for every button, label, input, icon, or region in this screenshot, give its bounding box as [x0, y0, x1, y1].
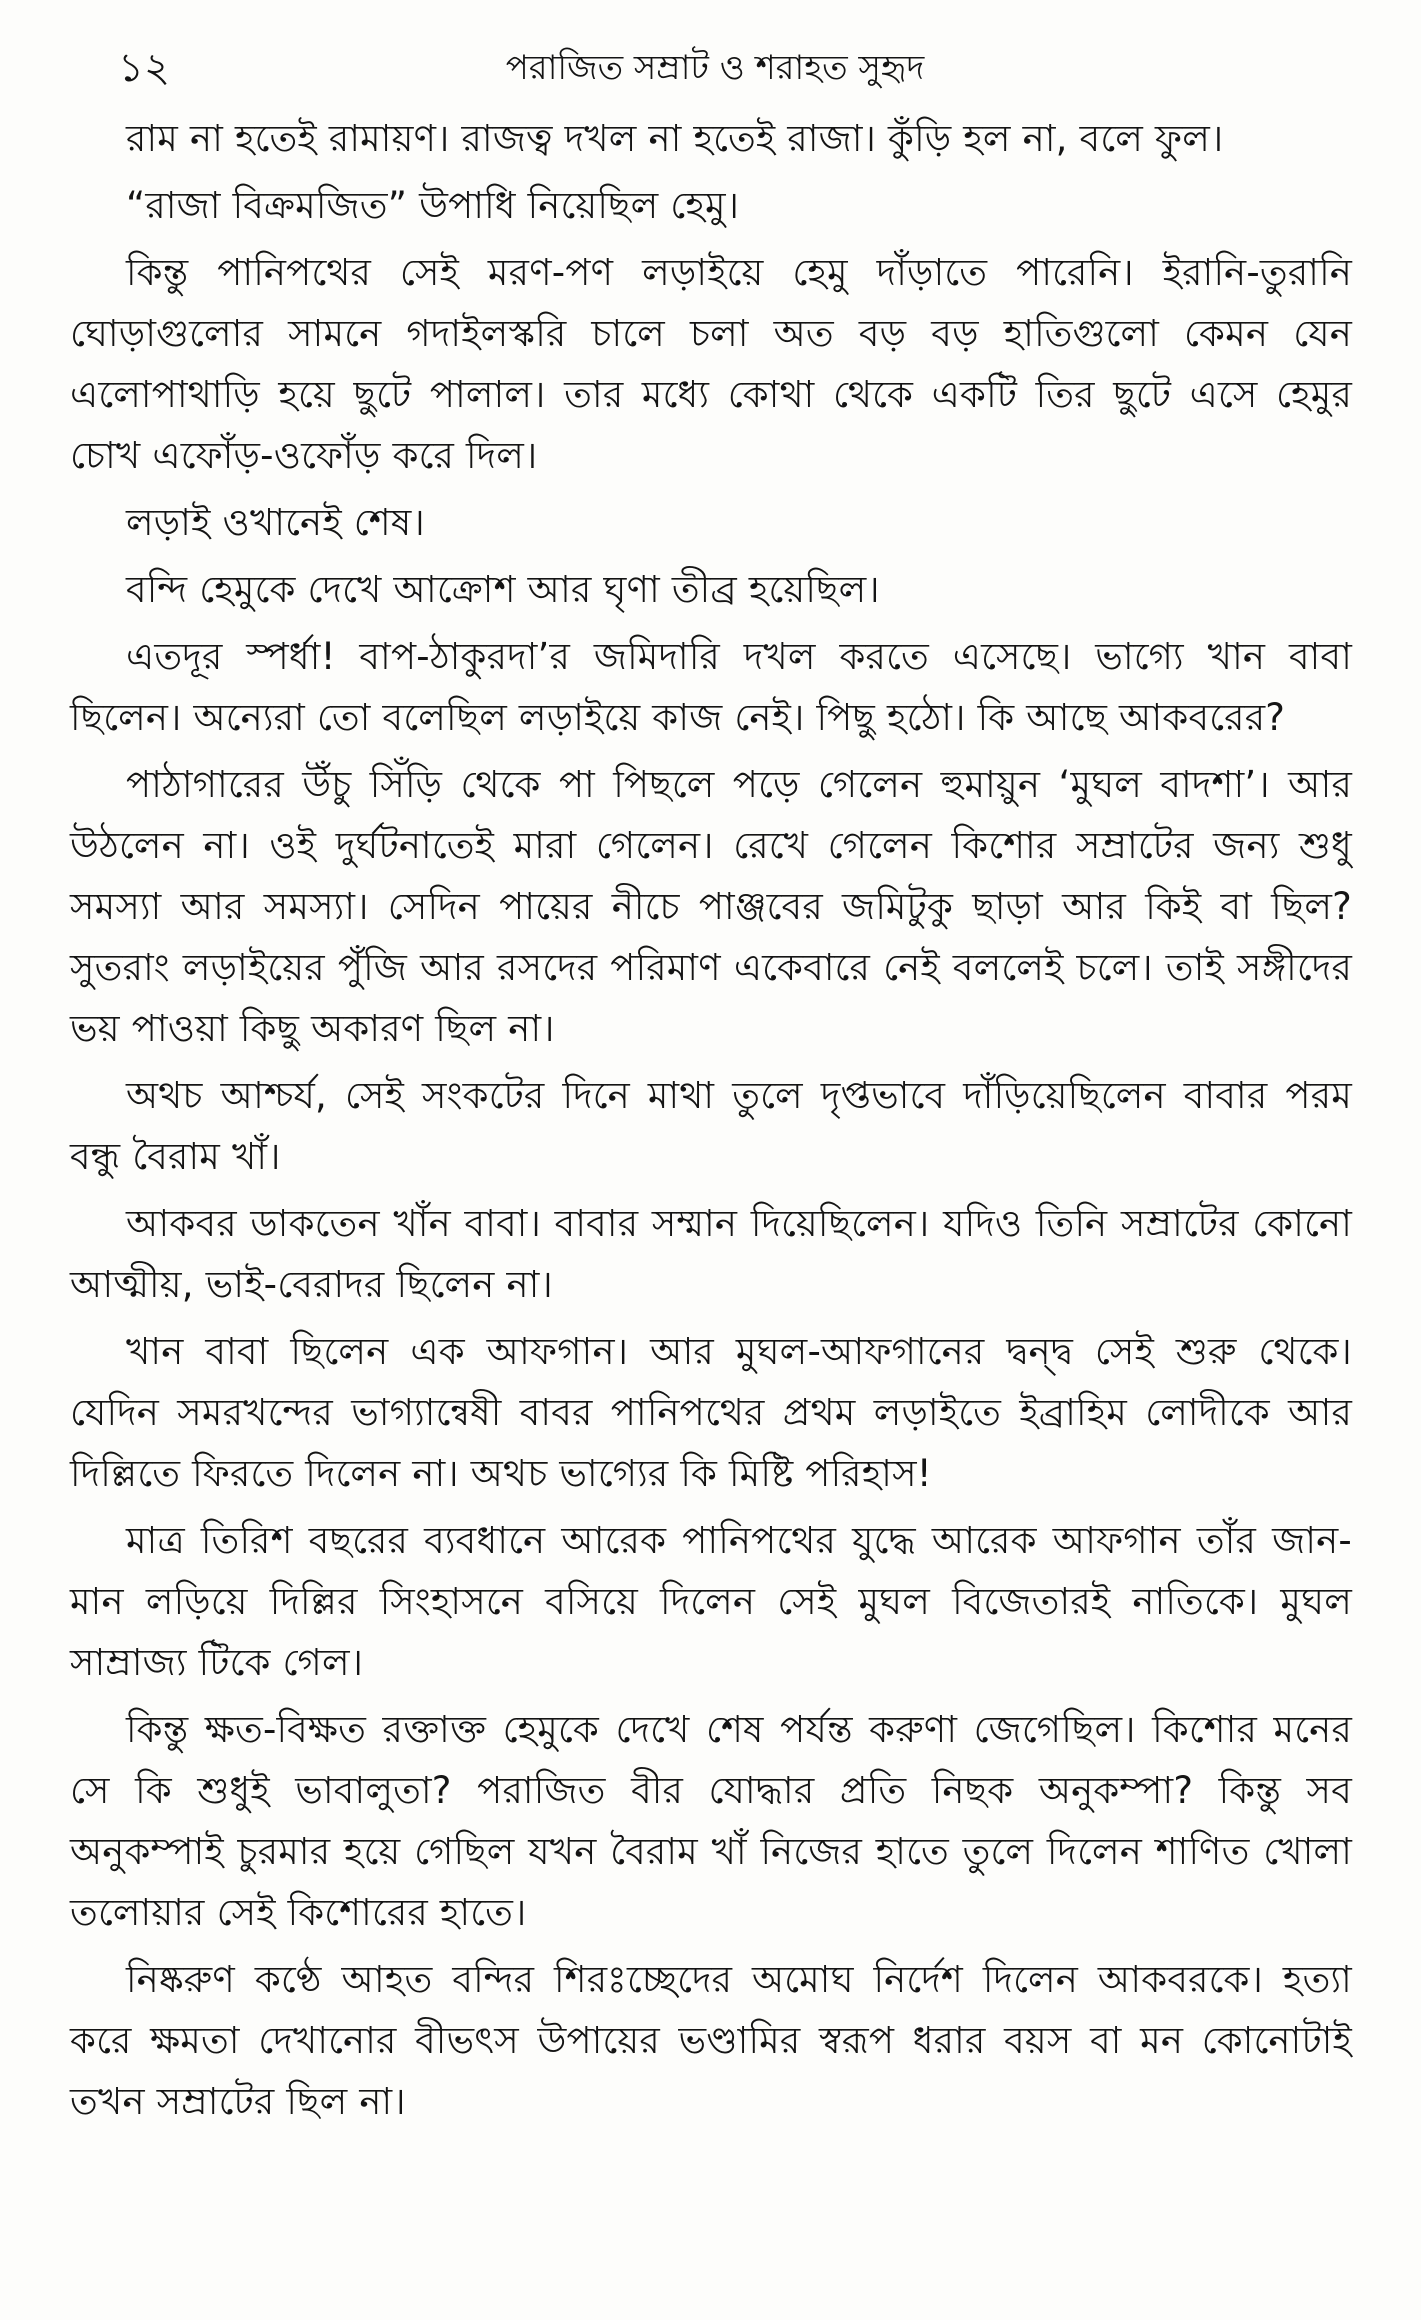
body-text: [70, 108, 1360, 2132]
paragraph: কিন্তু পানিপথের সেই মরণ-পণ লড়াইয়ে হেমু দাঁড়াতে পারেনি। ইরানি-তুরানি ঘোড়াগুলোর সামনে গদাইলস্করি চালে চলা অত বড় বড় হাতিগুলো কেমন যেন এলোপাথাড়ি হয়ে ছুটে পালাল। তার মধ্যে কোথা থেকে একটি তির ছুটে এসে হেমুর চোখ এফোঁড়-ওফোঁড় করে দিল।: [70, 251, 1352, 477]
paragraph: লড়াই ওখানেই শেষ।: [126, 501, 425, 544]
paragraph: পাঠাগারের উঁচু সিঁড়ি থেকে পা পিছলে পড়ে গেলেন হুমায়ুন ‘মুঘল বাদশা’। আর উঠলেন না। ওই দুর্ঘটনাতেই মারা গেলেন। রেখে গেলেন কিশোর সম্রাটের জন্য শুধু সমস্যা আর সমস্যা। সেদিন পায়ের নীচে পাঞ্জবের জমিটুকু ছাড়া আর কিই বা ছিল? সুতরাং লড়াইয়ের পুঁজি আর রসদের পরিমাণ একেবারে নেই বললেই চলে। তাই সঙ্গীদের ভয় পাওয়া কিছু অকারণ ছিল না।: [70, 763, 1352, 1050]
paragraph: অথচ আশ্চর্য, সেই সংকটের দিনে মাথা তুলে দৃপ্তভাবে দাঁড়িয়েছিলেন বাবার পরম বন্ধু বৈরাম খাঁ।: [70, 1074, 1352, 1178]
book-page: [70, 30, 1360, 2290]
paragraph: খান বাবা ছিলেন এক আফগান। আর মুঘল-আফগানের দ্বন্দ্ব সেই শুরু থেকে। যেদিন সমরখন্দের ভাগ্যান্বেষী বাবর পানিপথের প্রথম লড়াইতে ইব্রাহিম লোদীকে আর দিল্লিতে ফিরতে দিলেন না। অথচ ভাগ্যের কি মিষ্টি পরিহাস!: [70, 1330, 1352, 1495]
paragraph: আকবর ডাকতেন খাঁন বাবা। বাবার সম্মান দিয়েছিলেন। যদিও তিনি সম্রাটের কোনো আত্মীয়, ভাই-বেরাদর ছিলেন না।: [70, 1202, 1352, 1306]
paragraph: রাম না হতেই রামায়ণ। রাজত্ব দখল না হতেই রাজা। কুঁড়ি হল না, বলে ফুল।: [126, 117, 1224, 160]
paragraph: এতদূর স্পর্ধা! বাপ-ঠাকুরদা’র জমিদারি দখল করতে এসেছে। ভাগ্যে খান বাবা ছিলেন। অন্যেরা তো বলেছিল লড়াইয়ে কাজ নেই। পিছু হঠো। কি আছে আকবরের?: [70, 635, 1352, 739]
page-number: ১২: [118, 45, 170, 91]
running-title: পরাজিত সম্রাট ও শরাহত সুহৃদ: [505, 48, 925, 88]
paragraph: মাত্র তিরিশ বছরের ব্যবধানে আরেক পানিপথের যুদ্ধে আরেক আফগান তাঁর জান-মান লড়িয়ে দিল্লির সিংহাসনে বসিয়ে দিলেন সেই মুঘল বিজেতারই নাতিকে। মুঘল সাম্রাজ্য টিকে গেল।: [70, 1519, 1352, 1684]
page-header: [70, 30, 1360, 100]
paragraph: কিন্তু ক্ষত-বিক্ষত রক্তাক্ত হেমুকে দেখে শেষ পর্যন্ত করুণা জেগেছিল। কিশোর মনের সে কি শুধুই ভাবালুতা? পরাজিত বীর যোদ্ধার প্রতি নিছক অনুকম্পা? কিন্তু সব অনুকম্পাই চুরমার হয়ে গেছিল যখন বৈরাম খাঁ নিজের হাতে তুলে দিলেন শাণিত খোলা তলোয়ার সেই কিশোরের হাতে।: [70, 1708, 1352, 1934]
paragraph: “রাজা বিক্রমজিত” উপাধি নিয়েছিল হেমু।: [126, 184, 740, 227]
paragraph: বন্দি হেমুকে দেখে আক্রোশ আর ঘৃণা তীব্র হয়েছিল।: [126, 568, 880, 611]
paragraph: নিষ্করুণ কণ্ঠে আহত বন্দির শিরঃচ্ছেদের অমোঘ নির্দেশ দিলেন আকবরকে। হত্যা করে ক্ষমতা দেখানোর বীভৎস উপায়ের ভণ্ডামির স্বরূপ ধরার বয়স বা মন কোনোটাই তখন সম্রাটের ছিল না।: [70, 1958, 1352, 2123]
